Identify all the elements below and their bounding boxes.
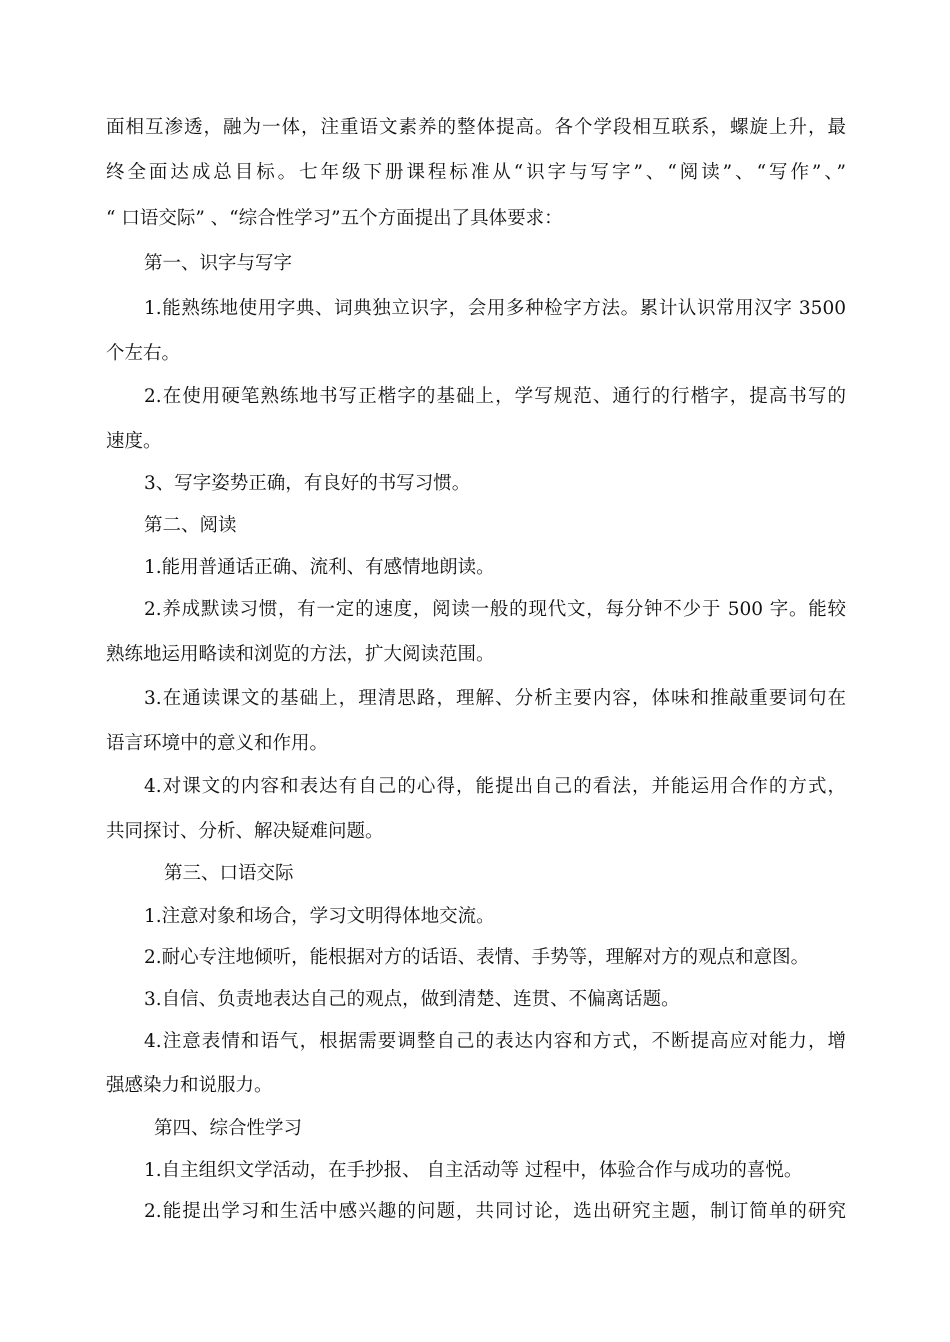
paragraph-line: 2.能提出学习和生活中感兴趣的问题，共同讨论，选出研究主题，制订简单的研究	[144, 1201, 846, 1222]
paragraph-line: 强感染力和说服力。	[106, 1075, 273, 1096]
paragraph-line: 3.在通读课文的基础上，理清思路，理解、分析主要内容，体味和推敲重要词句在	[144, 688, 846, 709]
paragraph-line: 个左右。	[106, 343, 181, 364]
section-heading-integrated: 第四、综合性学习	[154, 1118, 303, 1139]
paragraph-line: 面相互渗透，融为一体，注重语文素养的整体提高。各个学段相互联系，螺旋上升，最	[106, 117, 846, 138]
paragraph-line: 3.自信、负责地表达自己的观点，做到清楚、连贯、不偏离话题。	[144, 989, 680, 1010]
paragraph-line: 1.能用普通话正确、流利、有感情地朗读。	[144, 557, 495, 578]
paragraph-line: 1.能熟练地使用字典、词典独立识字，会用多种检字方法。累计认识常用汉字 3500	[144, 298, 846, 319]
section-heading-oral: 第三、口语交际	[164, 863, 294, 884]
paragraph-line: 3、写字姿势正确，有良好的书写习惯。	[144, 473, 471, 494]
paragraph-line: 终全面达成总目标。七年级下册课程标准从“识字与写字”、“阅读”、“写作”、”	[106, 162, 846, 183]
paragraph-line: 4.对课文的内容和表达有自己的心得，能提出自己的看法，并能运用合作的方式，	[144, 776, 846, 797]
section-heading-reading: 第二、阅读	[144, 515, 237, 536]
paragraph-line: “ 口语交际” 、“综合性学习”五个方面提出了具体要求：	[106, 208, 563, 229]
section-heading-literacy: 第一、识字与写字	[144, 253, 293, 274]
paragraph-line: 4.注意表情和语气，根据需要调整自己的表达内容和方式，不断提高应对能力，增	[144, 1031, 846, 1052]
paragraph-line: 语言环境中的意义和作用。	[106, 733, 329, 754]
paragraph-line: 共同探讨、分析、解决疑难问题。	[106, 821, 384, 842]
paragraph-line: 1.注意对象和场合，学习文明得体地交流。	[144, 906, 495, 927]
paragraph-line: 2.耐心专注地倾听，能根据对方的话语、表情、手势等，理解对方的观点和意图。	[144, 947, 810, 968]
paragraph-line: 速度。	[106, 431, 162, 452]
paragraph-line: 2.养成默读习惯，有一定的速度，阅读一般的现代文，每分钟不少于 500 字。能较	[144, 599, 846, 620]
paragraph-line: 熟练地运用略读和浏览的方法，扩大阅读范围。	[106, 644, 495, 665]
paragraph-line: 2.在使用硬笔熟练地书写正楷字的基础上，学写规范、通行的行楷字，提高书写的	[144, 386, 846, 407]
paragraph-line: 1.自主组织文学活动，在手抄报、 自主活动等 过程中，体验合作与成功的喜悦。	[144, 1160, 803, 1181]
